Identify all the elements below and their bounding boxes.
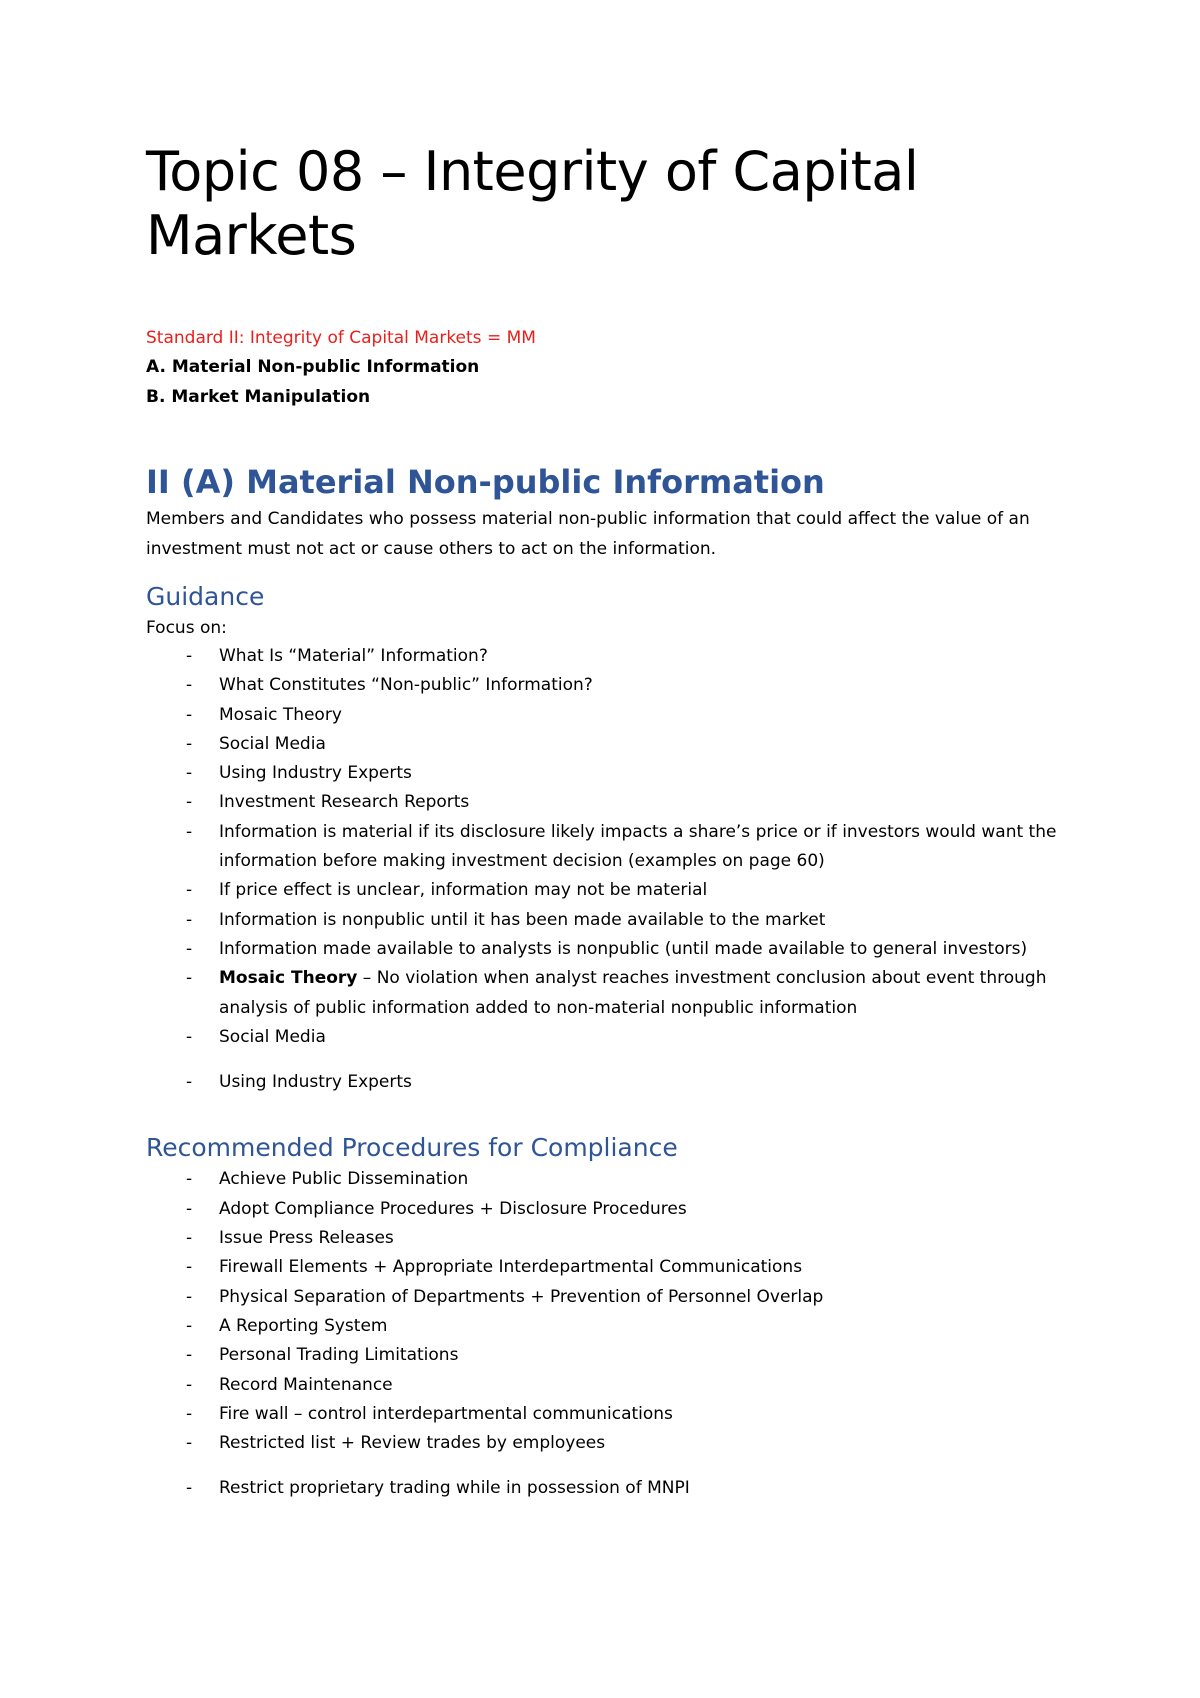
- list-item: - Using Industry Experts: [146, 759, 1066, 788]
- list-item: - What Is “Material” Information?: [146, 642, 1066, 671]
- section-heading-material-nonpublic: II (A) Material Non-public Information: [146, 463, 825, 501]
- dash-bullet: -: [186, 1228, 193, 1249]
- list-item: - Issue Press Releases: [146, 1224, 1066, 1253]
- list-item: - Information is material if its disclosure likely impacts a share’s price or if investors would want the information before making investment decision (examples on page 60): [146, 818, 1066, 877]
- list-item: - Adopt Compliance Procedures + Disclosure Procedures: [146, 1195, 1066, 1224]
- page-title: Topic 08 – Integrity of Capital Markets: [146, 140, 919, 267]
- dash-bullet: -: [186, 675, 193, 696]
- dash-bullet: -: [186, 1072, 193, 1093]
- list-item: - Physical Separation of Departments + Prevention of Personnel Overlap: [146, 1283, 1066, 1312]
- dash-bullet: -: [186, 938, 193, 959]
- list-item: - Social Media: [146, 1023, 1066, 1052]
- section-intro: Members and Candidates who possess material non-public information that could affect the value of an investment must not act or cause others to act on the information.: [146, 509, 1030, 559]
- list-item: - Investment Research Reports: [146, 788, 1066, 817]
- dash-bullet: -: [186, 733, 193, 754]
- list-item: - Information is nonpublic until it has been made available to the market: [146, 906, 1066, 935]
- mosaic-theory-term: Mosaic Theory: [219, 968, 358, 989]
- guidance-list: [146, 642, 1066, 1097]
- dash-bullet: -: [186, 1403, 193, 1424]
- dash-bullet: -: [186, 1374, 193, 1395]
- guidance-heading: Guidance: [146, 582, 265, 611]
- standard-line: Standard II: Integrity of Capital Markets = MM: [146, 328, 536, 348]
- list-item: - Restrict proprietary trading while in possession of MNPI: [146, 1474, 1066, 1503]
- list-item: - Information made available to analysts is nonpublic (until made available to general investors): [146, 935, 1066, 964]
- list-item: - A Reporting System: [146, 1312, 1066, 1341]
- list-item: - Social Media: [146, 730, 1066, 759]
- dash-bullet: -: [186, 880, 193, 901]
- list-item: - Fire wall – control interdepartmental communications: [146, 1400, 1066, 1429]
- list-item: - Restricted list + Review trades by employees: [146, 1429, 1066, 1458]
- list-item: - Achieve Public Dissemination: [146, 1165, 1066, 1194]
- list-item: - Record Maintenance: [146, 1371, 1066, 1400]
- dash-bullet: -: [186, 1257, 193, 1278]
- dash-bullet: -: [186, 646, 193, 666]
- dash-bullet: -: [186, 1478, 193, 1499]
- dash-bullet: -: [186, 1286, 193, 1307]
- dash-bullet: -: [186, 792, 193, 813]
- focus-label: Focus on:: [146, 618, 227, 638]
- dash-bullet: -: [186, 821, 193, 842]
- list-item-mosaic-theory: [146, 964, 1066, 1023]
- dash-bullet: -: [186, 763, 193, 784]
- dash-bullet: -: [186, 1198, 193, 1219]
- compliance-heading: Recommended Procedures for Compliance: [146, 1133, 678, 1163]
- dash-bullet: -: [186, 1345, 193, 1366]
- sub-item-b: B. Market Manipulation: [146, 387, 371, 407]
- sub-item-a: A. Material Non-public Information: [146, 357, 480, 377]
- list-item: - Mosaic Theory: [146, 701, 1066, 730]
- dash-bullet: -: [186, 968, 193, 989]
- compliance-list: [146, 1165, 1066, 1503]
- dash-bullet: -: [186, 1315, 193, 1336]
- document-page: [146, 140, 1066, 1504]
- dash-bullet: -: [186, 1433, 193, 1454]
- list-item: - What Constitutes “Non-public” Information?: [146, 671, 1066, 700]
- dash-bullet: -: [186, 1026, 193, 1047]
- list-item: - Using Industry Experts: [146, 1068, 1066, 1097]
- list-item: - If price effect is unclear, information may not be material: [146, 876, 1066, 905]
- dash-bullet: -: [186, 909, 193, 930]
- dash-bullet: -: [186, 1169, 193, 1190]
- list-item: - Firewall Elements + Appropriate Interdepartmental Communications: [146, 1253, 1066, 1282]
- list-item: - Personal Trading Limitations: [146, 1341, 1066, 1370]
- dash-bullet: -: [186, 704, 193, 725]
- mosaic-theory-definition: – No violation when analyst reaches investment conclusion about event through analysis of public information added to non-material nonpublic information: [219, 968, 1047, 1018]
